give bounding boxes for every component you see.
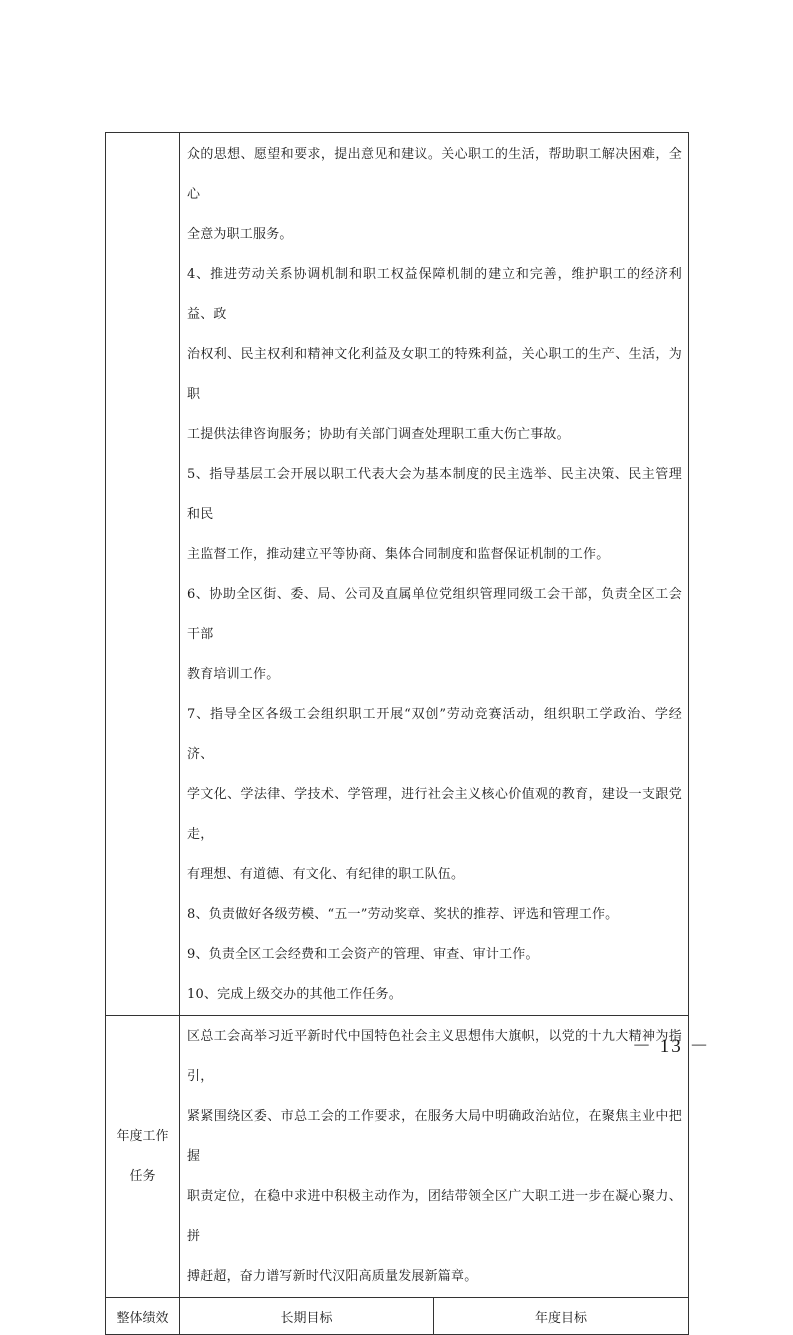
duties-line: 教育培训工作。 [187, 667, 280, 682]
duties-line: 4、推进劳动关系协调机制和职工权益保障机制的建立和完善，维护职工的经济利益、政 [187, 267, 682, 322]
duties-line: 有理想、有道德、有文化、有纪律的职工队伍。 [187, 867, 465, 882]
duties-line: 7、指导全区各级工会组织职工开展“双创”劳动竞赛活动，组织职工学政治、学经济、 [187, 707, 682, 762]
annual-goal-header: 年度目标 [434, 1298, 689, 1335]
long-term-goal-header: 长期目标 [180, 1298, 434, 1335]
duties-line: 6、协助全区街、委、局、公司及直属单位党组织管理同级工会干部，负责全区工会干部 [187, 587, 682, 642]
duties-line: 9、负责全区工会经费和工会资产的管理、审查、审计工作。 [187, 947, 539, 962]
annual-tasks-label-line2: 任务 [129, 1168, 156, 1184]
annual-tasks-line: 职责定位，在稳中求进中积极主动作为，团结带领全区广大职工进一步在凝心聚力、拼 [187, 1189, 682, 1244]
annual-tasks-label-line1: 年度工作 [116, 1128, 169, 1144]
duties-line: 全意为职工服务。 [187, 227, 293, 242]
duties-line: 主监督工作，推动建立平等协商、集体合同制度和监督保证机制的工作。 [187, 547, 610, 562]
duties-line: 学文化、学法律、学技术、学管理，进行社会主义核心价值观的教育，建设一支跟党走， [187, 787, 682, 842]
duties-line: 工提供法律咨询服务；协助有关部门调查处理职工重大伤亡事故。 [187, 427, 570, 442]
duties-line: 众的思想、愿望和要求，提出意见和建议。关心职工的生活，帮助职工解决困难，全心 [187, 147, 682, 202]
performance-row [106, 1298, 689, 1335]
duties-content-cell [180, 133, 689, 1016]
annual-tasks-label [106, 1016, 180, 1298]
annual-tasks-line: 紧紧围绕区委、市总工会的工作要求，在服务大局中明确政治站位，在聚焦主业中把握 [187, 1109, 682, 1164]
duties-line: 5、指导基层工会开展以职工代表大会为基本制度的民主选举、民主决策、民主管理和民 [187, 467, 682, 522]
duties-label-cell [106, 133, 180, 1016]
annual-tasks-line: 搏赶超，奋力谱写新时代汉阳高质量发展新篇章。 [187, 1269, 478, 1284]
duties-line: 治权利、民主权利和精神文化利益及女职工的特殊利益，关心职工的生产、生活，为职 [187, 347, 682, 402]
annual-tasks-line: 区总工会高举习近平新时代中国特色社会主义思想伟大旗帜，以党的十九大精神为指引， [187, 1029, 682, 1084]
duties-row [106, 133, 689, 1016]
page-number: － 13 － [632, 1036, 711, 1057]
duties-line: 8、负责做好各级劳模、“五一”劳动奖章、奖状的推荐、评选和管理工作。 [187, 907, 619, 922]
duties-line: 10、完成上级交办的其他工作任务。 [187, 987, 402, 1002]
annual-tasks-row [106, 1016, 689, 1298]
performance-label: 整体绩效 [106, 1298, 180, 1335]
duties-table [105, 132, 689, 1335]
annual-tasks-content-cell [180, 1016, 689, 1298]
